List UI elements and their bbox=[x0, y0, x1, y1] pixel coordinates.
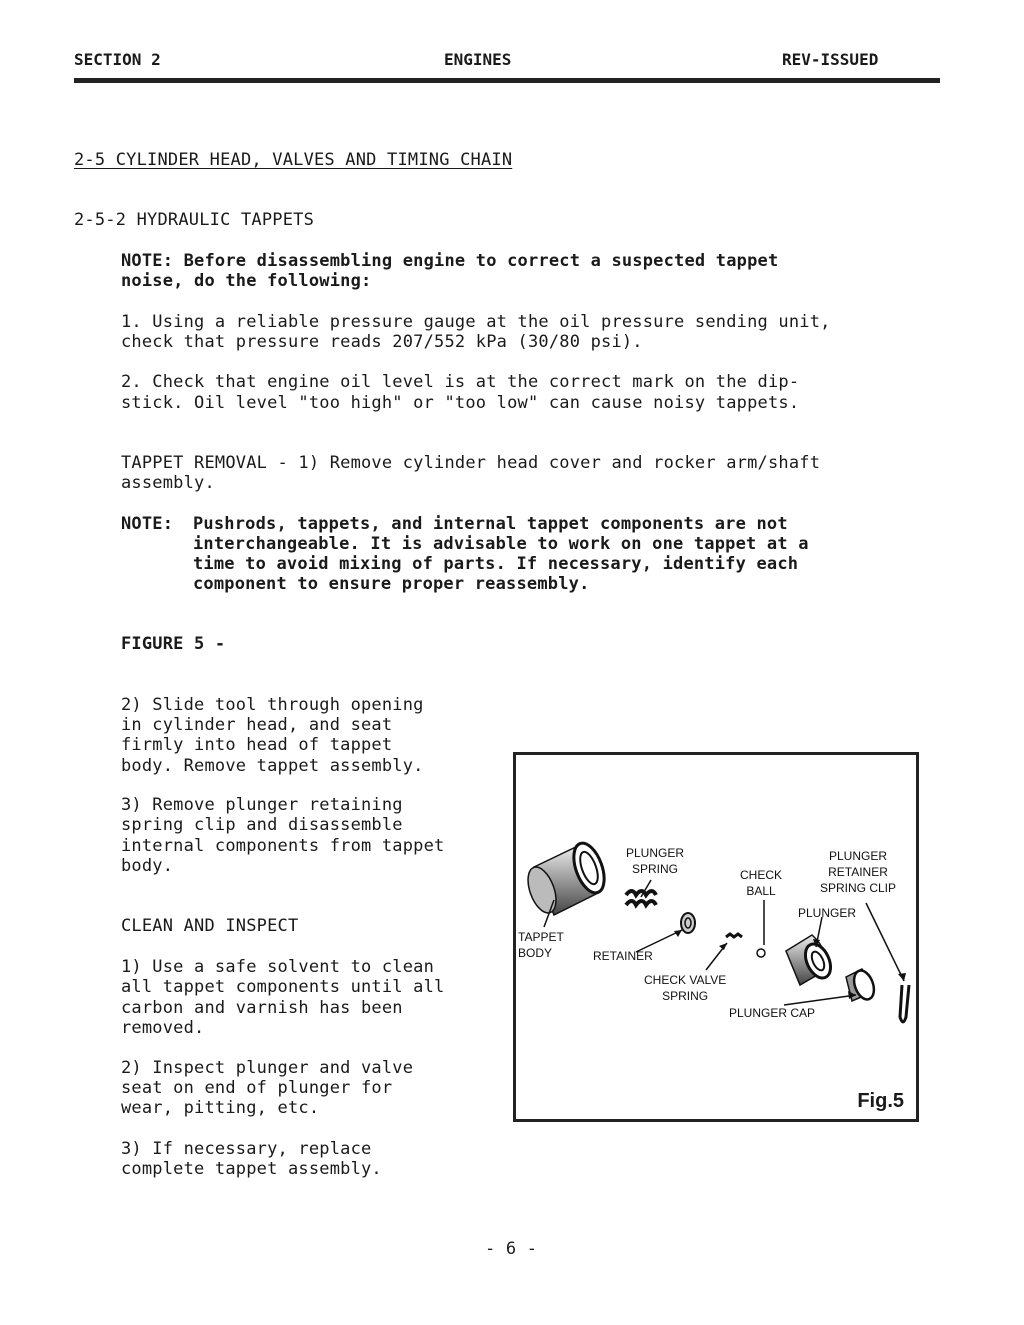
label-plunger: PLUNGER bbox=[798, 906, 857, 920]
note-1-line: noise, do the following: bbox=[121, 271, 372, 291]
removal-step-2-line: body. Remove tappet assembly. bbox=[121, 756, 424, 776]
clean-step-1-line: 1) Use a safe solvent to clean bbox=[121, 957, 435, 977]
removal-line: TAPPET REMOVAL - 1) Remove cylinder head cover and rocker arm/shaft bbox=[121, 453, 821, 473]
retainer-drawing bbox=[681, 913, 695, 933]
clean-step-2-line: seat on end of plunger for bbox=[121, 1078, 393, 1098]
subsection-heading: 2-5-2 HYDRAULIC TAPPETS bbox=[74, 210, 315, 230]
note-1-line: NOTE: Before disassembling engine to correct a suspected tappet bbox=[121, 251, 779, 271]
spring-clip-drawing bbox=[900, 985, 909, 1022]
figure-5 bbox=[513, 752, 919, 1122]
step-1-line: 1. Using a reliable pressure gauge at the oil pressure sending unit, bbox=[121, 312, 831, 332]
label-retainer: RETAINER bbox=[593, 949, 653, 963]
removal-step-2-line: firmly into head of tappet bbox=[121, 735, 393, 755]
note-2-line: time to avoid mixing of parts. If necessary, identify each bbox=[193, 554, 799, 574]
clean-step-2-line: 2) Inspect plunger and valve bbox=[121, 1058, 414, 1078]
removal-step-2-line: in cylinder head, and seat bbox=[121, 715, 393, 735]
clean-step-3-line: complete tappet assembly. bbox=[121, 1159, 382, 1179]
label-plunger-retainer-spring-clip: PLUNGER RETAINER SPRING CLIP bbox=[820, 849, 897, 895]
step-1-line: check that pressure reads 207/552 kPa (30/80 psi). bbox=[121, 332, 643, 352]
label-check-ball: CHECK BALL bbox=[740, 868, 783, 898]
figure-reference: FIGURE 5 - bbox=[121, 634, 226, 654]
label-plunger-spring: PLUNGER SPRING bbox=[626, 846, 685, 876]
tappet-exploded-diagram bbox=[516, 755, 916, 1119]
check-valve-spring-drawing bbox=[726, 934, 742, 937]
clean-step-1-line: carbon and varnish has been bbox=[121, 998, 403, 1018]
note-2-line: interchangeable. It is advisable to work on one tappet at a bbox=[193, 534, 809, 554]
clean-step-2-line: wear, pitting, etc. bbox=[121, 1098, 320, 1118]
removal-step-3-line: body. bbox=[121, 856, 174, 876]
figure-number: Fig.5 bbox=[857, 1090, 904, 1112]
removal-step-3-line: internal components from tappet bbox=[121, 836, 445, 856]
step-2-line: stick. Oil level "too high" or "too low" can cause noisy tappets. bbox=[121, 393, 800, 413]
note-2-line: component to ensure proper reassembly. bbox=[193, 574, 590, 594]
tappet-body-drawing bbox=[523, 839, 611, 917]
removal-step-3-line: 3) Remove plunger retaining bbox=[121, 795, 403, 815]
removal-step-2-line: 2) Slide tool through opening bbox=[121, 695, 424, 715]
header-revision: REV-ISSUED bbox=[782, 50, 879, 69]
header-rule bbox=[74, 78, 940, 83]
removal-line: assembly. bbox=[121, 473, 215, 493]
clean-step-1-line: removed. bbox=[121, 1018, 205, 1038]
note-2-line: Pushrods, tappets, and internal tappet components are not bbox=[193, 514, 788, 534]
removal-step-3-line: spring clip and disassemble bbox=[121, 815, 403, 835]
check-ball-drawing bbox=[757, 949, 765, 957]
clean-heading: CLEAN AND INSPECT bbox=[121, 916, 299, 936]
plunger-spring-drawing bbox=[626, 891, 656, 905]
label-plunger-cap: PLUNGER CAP bbox=[729, 1006, 816, 1020]
header-section: SECTION 2 bbox=[74, 50, 161, 69]
label-check-valve-spring: CHECK VALVE SPRING bbox=[644, 973, 727, 1003]
clean-step-3-line: 3) If necessary, replace bbox=[121, 1139, 372, 1159]
section-heading: 2-5 CYLINDER HEAD, VALVES AND TIMING CHAIN bbox=[74, 150, 513, 170]
clean-step-1-line: all tappet components until all bbox=[121, 977, 445, 997]
note-2-label: NOTE: bbox=[121, 514, 174, 534]
header-title: ENGINES bbox=[444, 50, 512, 69]
step-2-line: 2. Check that engine oil level is at the correct mark on the dip- bbox=[121, 372, 800, 392]
plunger-drawing bbox=[786, 935, 836, 985]
label-tappet-body: TAPPET BODY bbox=[518, 930, 564, 960]
page-number: - 6 - bbox=[485, 1239, 538, 1259]
